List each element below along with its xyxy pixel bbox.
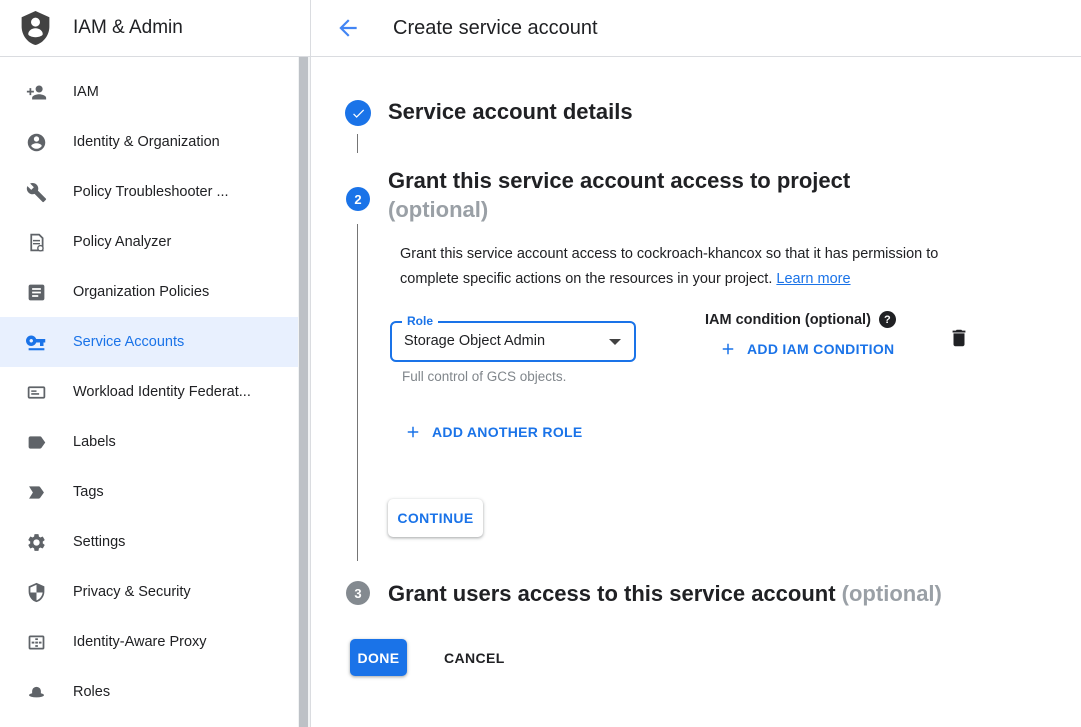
learn-more-link[interactable]: Learn more: [776, 271, 851, 287]
proxy-grid-icon: [25, 631, 47, 653]
sidebar-item-label: Tags: [73, 484, 104, 500]
step1-title: Service account details: [388, 99, 633, 124]
sidebar-item-label: IAM: [73, 84, 99, 100]
hat-icon: [25, 681, 47, 703]
policy-analyzer-icon: [25, 231, 47, 253]
sidebar-item-roles[interactable]: [0, 667, 298, 717]
service-account-key-icon: [25, 331, 47, 353]
sidebar-item-identity-aware-proxy[interactable]: [0, 617, 298, 667]
sidebar-item-label: Identity-Aware Proxy: [73, 634, 207, 650]
trash-icon[interactable]: [948, 327, 970, 349]
step2-description: [400, 242, 986, 292]
gear-icon: [25, 531, 47, 553]
sidebar-item-organization-policies[interactable]: [0, 267, 298, 317]
sidebar-item-label: Settings: [73, 534, 126, 550]
sidebar-item-label: Identity & Organization: [73, 134, 220, 150]
sidebar-item-policy-troubleshooter[interactable]: [0, 167, 298, 217]
account-circle-icon: [25, 131, 47, 153]
shield-person-icon: [17, 8, 54, 53]
step2-title-text: Grant this service account access to project: [388, 168, 851, 193]
sidebar-item-label: Labels: [73, 434, 116, 450]
step2-circle: [346, 187, 370, 211]
done-button[interactable]: DONE: [350, 639, 407, 676]
top-header-bar: [0, 0, 1081, 57]
sidebar-item-label: Organization Policies: [73, 284, 210, 300]
question-mark-icon[interactable]: ?: [879, 311, 896, 328]
chevron-down-icon: [609, 339, 621, 345]
role-helper-text: Full control of GCS objects.: [402, 369, 567, 384]
step3-circle: [346, 581, 370, 605]
sidebar-item-workload-identity-federation[interactable]: [0, 367, 298, 417]
sidebar-item-label: Workload Identity Federat...: [73, 384, 251, 400]
arrow-back-icon[interactable]: [335, 15, 361, 41]
sidebar-main-divider: [310, 0, 311, 727]
sidebar-item-labels[interactable]: [0, 417, 298, 467]
label-important-icon: [25, 481, 47, 503]
sidebar-scrollbar-thumb[interactable]: [299, 57, 308, 727]
label-tag-icon: [25, 431, 47, 453]
wrench-icon: [25, 181, 47, 203]
add-another-role-button[interactable]: [404, 423, 583, 441]
plus-icon: [404, 423, 422, 441]
role-select-value: Storage Object Admin: [404, 333, 546, 349]
add-iam-condition-button[interactable]: [719, 340, 894, 358]
page-title: Create service account: [393, 17, 598, 39]
sidebar-item-identity-organization[interactable]: [0, 117, 298, 167]
article-icon: [25, 281, 47, 303]
step-connector: [357, 224, 358, 561]
sidebar-scrollbar: [298, 57, 310, 727]
step3-title: [388, 581, 942, 607]
sidebar-item-settings[interactable]: [0, 517, 298, 567]
sidebar-item-policy-analyzer[interactable]: [0, 217, 298, 267]
step2-title: [388, 168, 850, 223]
step2-description-text: Grant this service account access to cockroach-khancox so that it has permission to complete specific actions on the resources in your project.: [400, 246, 939, 287]
sidebar-item-label: Policy Analyzer: [73, 234, 172, 250]
step2-number: 2: [354, 191, 362, 207]
sidebar-item-service-accounts[interactable]: [0, 317, 298, 367]
sidebar-item-privacy-security[interactable]: [0, 567, 298, 617]
sidebar-item-label: Privacy & Security: [73, 584, 191, 600]
cancel-button[interactable]: CANCEL: [444, 649, 505, 666]
sidebar-item-label: Service Accounts: [73, 334, 185, 350]
sidebar-item-iam[interactable]: [0, 67, 298, 117]
check-icon: [351, 106, 366, 121]
sidebar-nav: [0, 57, 298, 727]
badge-card-icon: [25, 381, 47, 403]
product-title: IAM & Admin: [73, 17, 183, 38]
sidebar-item-tags[interactable]: [0, 467, 298, 517]
step3-title-text: Grant users access to this service account: [388, 581, 836, 606]
add-another-role-label: ADD ANOTHER ROLE: [432, 424, 583, 440]
step3-number: 3: [354, 585, 362, 601]
role-select-label: Role: [402, 314, 438, 328]
continue-button[interactable]: CONTINUE: [388, 499, 483, 537]
sidebar-item-label: Policy Troubleshooter ...: [73, 184, 229, 200]
sidebar-item-label: Roles: [73, 684, 111, 700]
step-connector: [357, 134, 358, 153]
person-add-icon: [25, 81, 47, 103]
add-iam-condition-label: ADD IAM CONDITION: [747, 341, 895, 357]
iam-condition-header: [705, 311, 896, 328]
step2-optional-label: (optional): [388, 197, 489, 222]
role-select[interactable]: [390, 314, 636, 362]
iam-condition-label: IAM condition (optional): [705, 311, 871, 328]
step1-completed-circle: [345, 100, 371, 126]
step3-optional-label: (optional): [841, 581, 942, 606]
plus-icon: [719, 340, 737, 358]
half-shield-icon: [25, 581, 47, 603]
